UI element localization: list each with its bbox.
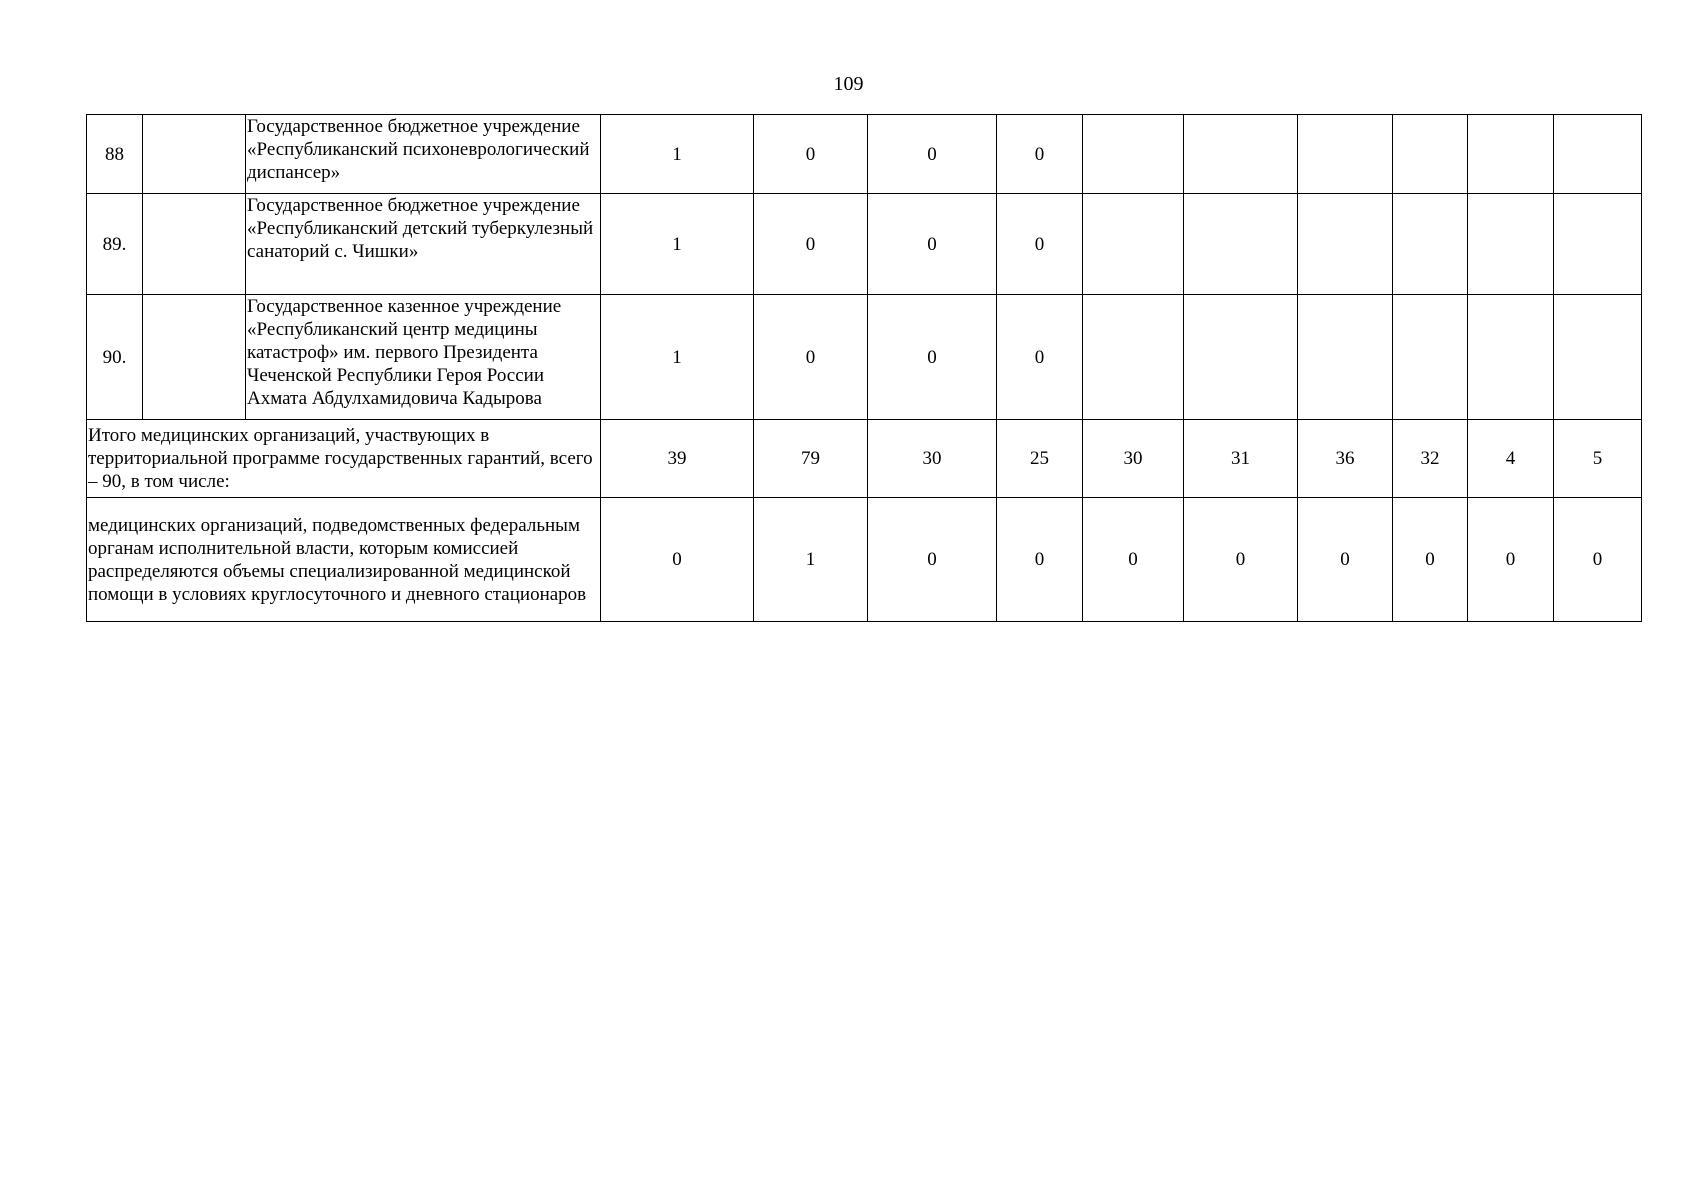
value-cell: 0 <box>997 115 1083 194</box>
row-code <box>143 295 246 420</box>
total-value-cell: 79 <box>754 420 868 498</box>
federal-value-cell: 0 <box>1083 498 1184 622</box>
value-cell <box>1083 115 1184 194</box>
federal-value-cell: 0 <box>997 498 1083 622</box>
federal-value-cell: 0 <box>868 498 997 622</box>
organization-name: Государственное бюджетное учреждение «Республиканский детский туберкулезный санаторий с. Чишки» <box>246 194 601 295</box>
value-cell: 0 <box>754 194 868 295</box>
value-cell <box>1468 115 1554 194</box>
row-number: 89. <box>87 194 143 295</box>
total-value-cell: 31 <box>1184 420 1298 498</box>
value-cell <box>1554 115 1642 194</box>
federal-row <box>87 498 1642 622</box>
organizations-table <box>86 114 1642 622</box>
value-cell <box>1184 194 1298 295</box>
value-cell: 0 <box>868 194 997 295</box>
value-cell: 0 <box>868 115 997 194</box>
row-code <box>143 115 246 194</box>
federal-value-cell: 0 <box>1554 498 1642 622</box>
total-value-cell: 32 <box>1393 420 1468 498</box>
value-cell <box>1468 194 1554 295</box>
value-cell: 0 <box>754 295 868 420</box>
value-cell <box>1298 115 1393 194</box>
page-number: 109 <box>833 73 864 95</box>
value-cell <box>1393 115 1468 194</box>
federal-value-cell: 1 <box>754 498 868 622</box>
total-row <box>87 420 1642 498</box>
value-cell: 1 <box>601 295 754 420</box>
value-cell <box>1298 295 1393 420</box>
organization-name: Государственное бюджетное учреждение «Республиканский психоневрологический диспансер» <box>246 115 601 194</box>
row-number: 88 <box>87 115 143 194</box>
row-code <box>143 194 246 295</box>
table-row <box>87 115 1642 194</box>
table-row <box>87 295 1642 420</box>
value-cell <box>1468 295 1554 420</box>
value-cell <box>1083 295 1184 420</box>
value-cell: 0 <box>997 295 1083 420</box>
value-cell <box>1298 194 1393 295</box>
organization-name: Государственное казенное учреждение «Республиканский центр медицины катастроф» им. первого Президента Чеченской Республики Героя России Ахмата Абдулхамидовича Кадырова <box>246 295 601 420</box>
total-value-cell: 5 <box>1554 420 1642 498</box>
total-value-cell: 4 <box>1468 420 1554 498</box>
federal-value-cell: 0 <box>601 498 754 622</box>
federal-value-cell: 0 <box>1184 498 1298 622</box>
federal-label: медицинских организаций, подведомственных федеральным органам исполнительной власти, которым комиссией распределяются объемы специализированной медицинской помощи в условиях круглосуточного и дневного стационаров <box>87 498 601 622</box>
total-value-cell: 30 <box>868 420 997 498</box>
value-cell: 0 <box>868 295 997 420</box>
federal-value-cell: 0 <box>1298 498 1393 622</box>
total-value-cell: 30 <box>1083 420 1184 498</box>
value-cell <box>1184 295 1298 420</box>
value-cell <box>1083 194 1184 295</box>
federal-value-cell: 0 <box>1468 498 1554 622</box>
value-cell: 1 <box>601 194 754 295</box>
value-cell <box>1393 194 1468 295</box>
value-cell: 0 <box>997 194 1083 295</box>
value-cell <box>1184 115 1298 194</box>
total-value-cell: 36 <box>1298 420 1393 498</box>
value-cell <box>1554 194 1642 295</box>
value-cell: 0 <box>754 115 868 194</box>
total-value-cell: 39 <box>601 420 754 498</box>
row-number: 90. <box>87 295 143 420</box>
federal-value-cell: 0 <box>1393 498 1468 622</box>
value-cell: 1 <box>601 115 754 194</box>
value-cell <box>1393 295 1468 420</box>
value-cell <box>1554 295 1642 420</box>
table-row <box>87 194 1642 295</box>
total-label: Итого медицинских организаций, участвующих в территориальной программе государственных гарантий, всего – 90, в том числе: <box>87 420 601 498</box>
total-value-cell: 25 <box>997 420 1083 498</box>
